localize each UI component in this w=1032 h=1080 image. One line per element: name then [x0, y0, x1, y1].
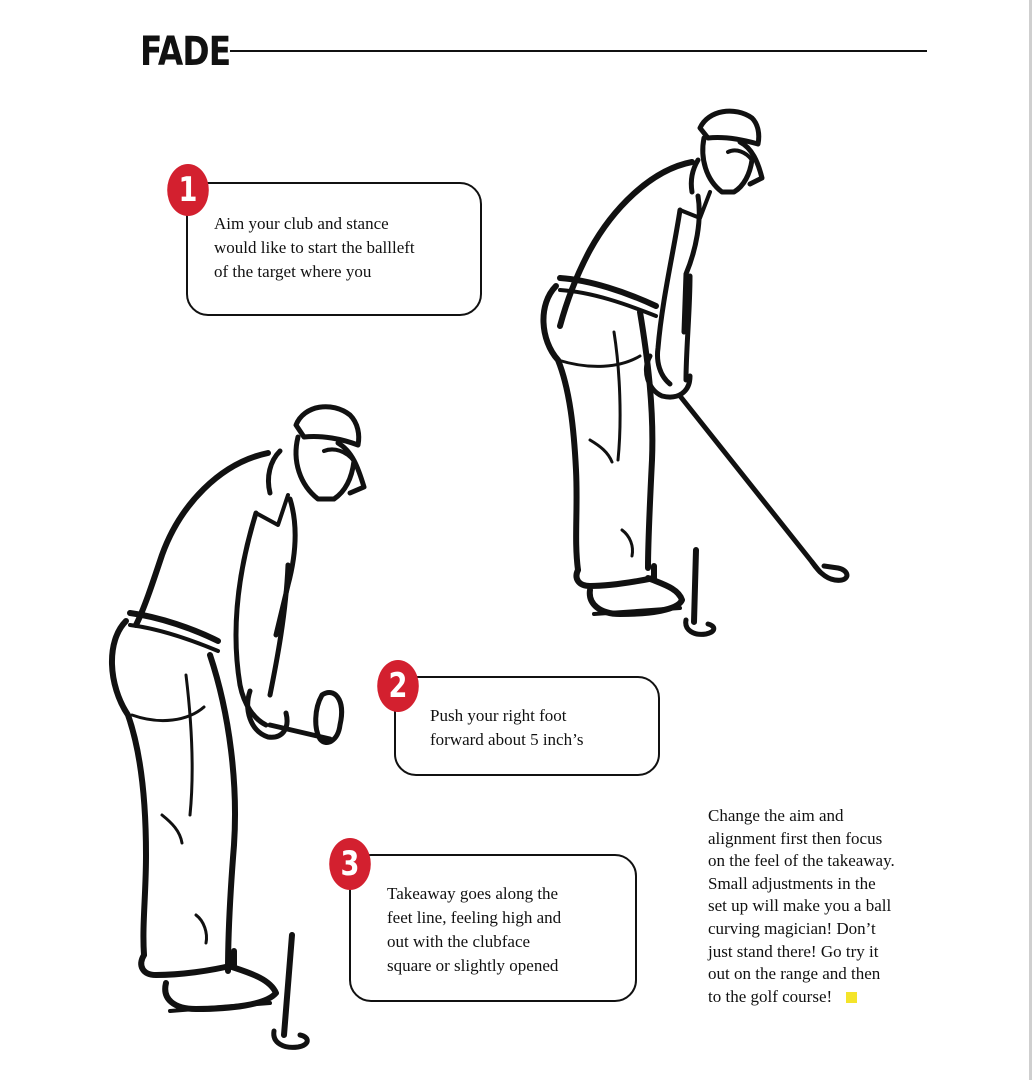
step-3-badge: 3 — [329, 838, 371, 890]
page-title: FADE — [140, 29, 231, 75]
step-3-line: feet line, feeling high and — [387, 908, 562, 927]
step-1-callout — [186, 182, 482, 316]
step-2-line: forward about 5 inch’s — [430, 730, 584, 749]
step-2-line: Push your right foot — [430, 706, 567, 725]
note-line: to the golf course! — [708, 986, 833, 1006]
step-1-line: would like to start the ballleft — [214, 238, 415, 257]
note-line: on the feel of the takeaway. — [708, 851, 895, 871]
step-3-line: square or slightly opened — [387, 956, 559, 975]
note-line: Small adjustments in the — [708, 873, 876, 893]
step-2-callout — [394, 676, 660, 776]
step-1-line: of the target where you — [214, 262, 372, 281]
golfer-takeaway-illustration — [100, 395, 380, 1055]
note-last-line — [708, 986, 938, 1009]
note-line: alignment first then focus — [708, 828, 883, 848]
title-rule — [230, 50, 927, 52]
note-line: just stand there! Go try it — [708, 941, 879, 961]
end-mark-icon — [846, 992, 857, 1003]
note-line: set up will make you a ball — [708, 896, 892, 916]
closing-note — [708, 805, 938, 1008]
note-line: Change the aim and — [708, 806, 844, 825]
step-2-badge: 2 — [377, 660, 419, 712]
step-1-badge: 1 — [167, 164, 209, 216]
note-line: curving magician! Don’t — [708, 918, 876, 938]
step-3-line: Takeaway goes along the — [387, 884, 559, 903]
golfer-address-illustration — [530, 100, 860, 645]
step-3-callout — [349, 854, 637, 1002]
note-line: out on the range and then — [708, 964, 881, 984]
step-1-line: Aim your club and stance — [214, 214, 389, 233]
step-3-line: out with the clubface — [387, 932, 531, 951]
